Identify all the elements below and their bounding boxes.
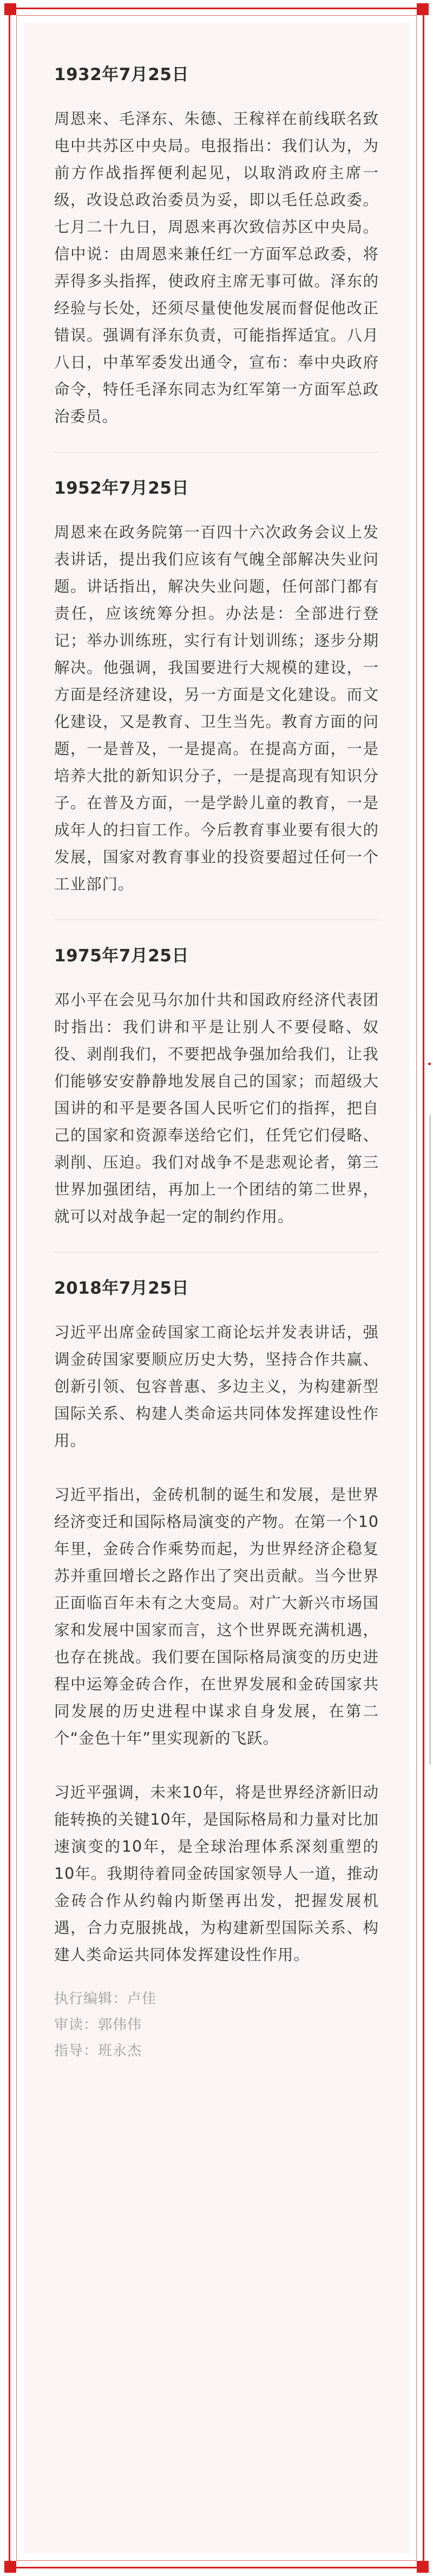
credit-advisor: 指导：班永杰 [54,2043,142,2059]
section-divider [54,452,379,453]
entry-date: 1952年7月25日 [54,479,189,498]
history-entry-1975 [54,942,379,1230]
entry-paragraph: 习近平出席金砖国家工商论坛并发表讲话，强调金砖国家要顺应历史大势，坚持合作共赢、创新引领、包容普惠、多边主义，为构建新型国际关系、构建人类命运共同体发挥建设性作用。 [54,1323,379,1450]
credit-editor: 执行编辑：卢佳 [54,1991,157,2007]
edge-marker-dot [428,1063,431,1065]
history-entry-1952 [54,474,379,898]
entry-date: 1975年7月25日 [54,946,189,966]
credit-reviewer: 审读：郭伟伟 [54,2017,142,2033]
history-entry-1932 [54,61,379,430]
section-divider [54,1252,379,1253]
entry-paragraph: 习近平强调，未来10年，将是世界经济新旧动能转换的关键10年，是国际格局和力量对比加速演变的10年，是全球治理体系深刻重塑的10年。我期待着同金砖国家领导人一道，推动金砖合作从约翰内斯堡再出发，把握发展机遇，合力克服挑战，为构建新型国际关系、构建人类命运共同体发挥建设性作用。 [54,1784,379,1964]
scrollbar-thumb[interactable] [429,1115,431,1765]
credits-block [54,1986,379,2064]
history-entry-2018 [54,1274,379,1969]
entry-paragraph: 邓小平在会见马尔加什共和国政府经济代表团时指出：我们讲和平是让别人不要侵略、奴役、剥削我们，不要把战争强加给我们，让我们能够安安静静地发展自己的国家；而超级大国讲的和平是要各国人民听它们的指挥，把自己的国家和资源奉送给它们，任凭它们侵略、剥削、压迫。我们对战争不是悲观论者，第三世界加强团结，再加上一个团结的第二世界，就可以对战争起一定的制约作用。 [54,991,379,1225]
entry-paragraph: 周恩来、毛泽东、朱德、王稼祥在前线联名致电中共苏区中央局。电报指出：我们认为，为前方作战指挥便利起见，以取消政府主席一级，改设总政治委员为妥，即以毛任总政委。七月二十九日，周恩来再次致信苏区中央局。信中说：由周恩来兼任红一方面军总政委，将弄得多头指挥，使政府主席无事可做。泽东的经验与长处，还须尽量使他发展而督促他改正错误。强调有泽东负责，可能指挥适宜。八月八日，中革军委发出通令，宣布：奉中央政府命令，特任毛泽东同志为红军第一方面军总政治委员。 [54,110,379,425]
entry-date: 2018年7月25日 [54,1279,189,1298]
entry-paragraph: 周恩来在政务院第一百四十六次政务会议上发表讲话，提出我们应该有气魄全部解决失业问题。讲话指出，解决失业问题，任何部门都有责任，应该统筹分担。办法是：全部进行登记；举办训练班，实行有计划训练；逐步分期解决。他强调，我国要进行大规模的建设，一方面是经济建设，另一方面是文化建设。而文化建设，又是教育、卫生当先。教育方面的问题，一是普及，一是提高。在提高方面，一是培养大批的新知识分子，一是提高现有知识分子。在普及方面，一是学龄儿童的教育，一是成年人的扫盲工作。今后教育事业要有很大的发展，国家对教育事业的投资要超过任何一个工业部门。 [54,523,379,893]
article-body [24,23,409,2553]
entry-date: 1932年7月25日 [54,65,189,84]
entry-paragraph: 习近平指出，金砖机制的诞生和发展，是世界经济变迁和国际格局演变的产物。在第一个10年里，金砖合作乘势而起，为世界经济企稳复苏并重回增长之路作出了突出贡献。当今世界正面临百年未有之大变局。对广大新兴市场国家和发展中国家而言，这个世界既充满机遇，也存在挑战。我们要在国际格局演变的历史进程中运筹金砖合作，在世界发展和金砖国家共同发展的历史进程中谋求自身发展，在第二个“金色十年”里实现新的飞跃。 [54,1486,379,1747]
